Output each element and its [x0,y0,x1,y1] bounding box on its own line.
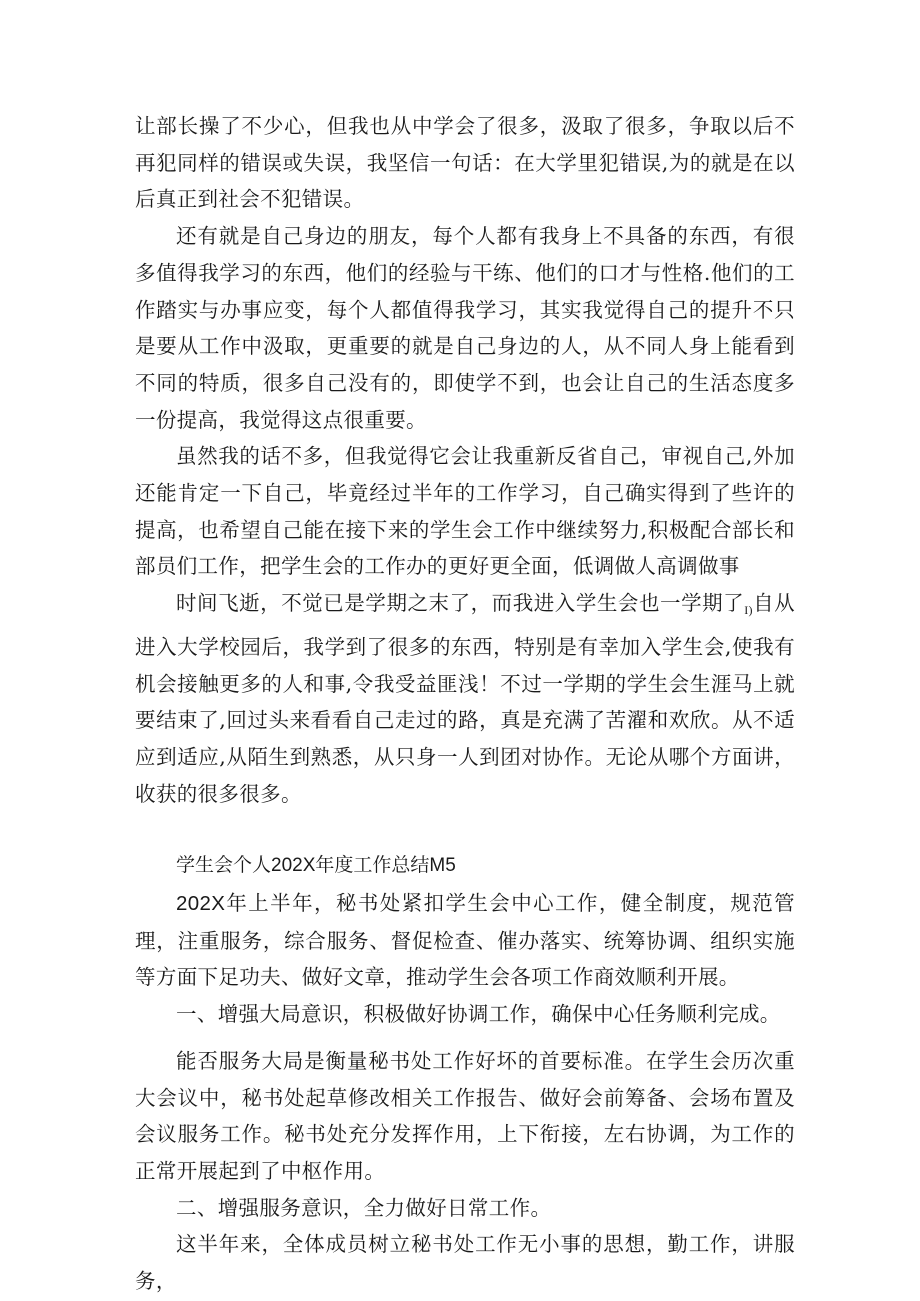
section-heading: 学生会个人202X年度工作总结M5 [176,855,456,877]
paragraph-intro [135,885,795,996]
paragraph-friends: 还有就是自己身边的朋友，每个人都有我身上不具备的东西，有很多值得我学习的东西，他们的经验与干练、他们的口才与性格.他们的工作踏实与办事应变，每个人都值得我学习，其实我觉得自己的提升不只是要从工作中汲取，更重要的就是自己身边的人，从不同人身上能看到不同的特质，很多自己没有的，即使学不到，也会让自己的生活态度多一份提高，我觉得这点很重要。 [135,224,795,432]
paragraph-continued: 让部长操了不少心，但我也从中学会了很多，汲取了很多，争取以后不再犯同样的错误或失误，我坚信一句话：在大学里犯错误,为的就是在以后真正到社会不犯错误。 [135,114,795,212]
point-two-title: 二、增强服务意识，全力做好日常工作。 [176,1195,552,1220]
paragraph-reflection: 虽然我的话不多，但我觉得它会让我重新反省自己，审视自己,外加还能肯定一下自己，毕竟经过半年的工作学习，自己确实得到了些许的提高，也希望自己能在接下来的学生会工作中继续努力,积极配合部长和部员们工作，把学生会的工作办的更好更全面，低调做人高调做事 [135,444,795,579]
document-body [135,108,795,1300]
paragraph-semester [135,585,795,812]
paragraph-semester-part1: 时间飞逝，不觉已是学期之末了，而我进入学生会也一学期了 [176,591,745,616]
point-one-title: 一、增强大局意识，积极做好协调工作，确保中心任务顺利完成。 [176,1002,781,1027]
year-text: 202X [176,892,226,916]
paragraph-half-year: 这半年来，全体成员树立秘书处工作无小事的思想，勤工作，讲服务， [135,1232,795,1294]
paragraph-service-overall: 能否服务大局是衡量秘书处工作好坏的首要标准。在学生会历次重大会议中，秘书处起草修改相关工作报告、做好会前筹备、会场布置及会议服务工作。秘书处充分发挥作用，上下衔接，左右协调，为工作的正常开展起到了中枢作用。 [135,1048,795,1183]
paragraph-intro-text: 年上半年，秘书处紧扣学生会中心工作，健全制度，规范管理，注重服务，综合服务、督促检查、催办落实、统筹协调、组织实施等方面下足功夫、做好文章，推动学生会各项工作商效顺利开展。 [135,891,795,990]
paragraph-semester-part2: 自从进入大学校园后，我学到了很多的东西，特别是有幸加入学生会,使我有机会接触更多的人和事,令我受益匪浅！不过一学期的学生会生涯马上就要结束了,回过头来看看自己走过的路，真是充满了苦濯和欢欣。从不适应到适应,从陌生到熟悉，从只身一人到团对协作。无论从哪个方面讲，收获的很多很多。 [135,591,795,806]
footnote-mark: I) [744,603,753,618]
